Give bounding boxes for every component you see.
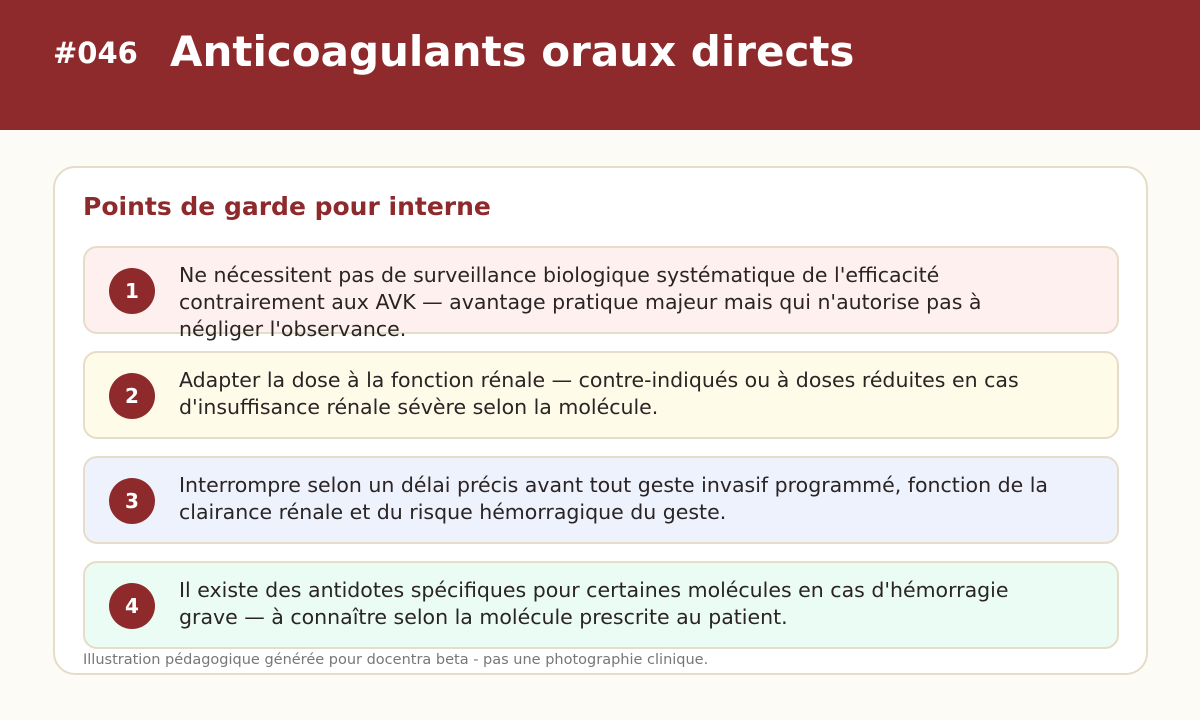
point-number-badge: 2: [109, 373, 155, 419]
point-item-1: [83, 246, 1119, 341]
header-banner: [0, 0, 1200, 130]
point-item-3: [83, 456, 1119, 544]
point-text: Ne nécessitent pas de surveillance biologique systématique de l'efficacité contrairement aux AVK — avantage pratique majeur mais qui n'autorise pas à négliger l'observance.: [179, 263, 982, 341]
point-item-4: [83, 561, 1119, 649]
points-card: [53, 166, 1148, 675]
point-number-badge: 1: [109, 268, 155, 314]
point-number-badge: 3: [109, 478, 155, 524]
page-title: Anticoagulants oraux directs: [170, 27, 855, 76]
point-text: Il existe des antidotes spécifiques pour certaines molécules en cas d'hémorragie grave — à connaître selon la molécule prescrite au patient.: [179, 578, 1009, 629]
card-number: #046: [53, 36, 138, 70]
point-number-badge: 4: [109, 583, 155, 629]
card-title: Points de garde pour interne: [83, 192, 491, 221]
point-text: Interrompre selon un délai précis avant tout geste invasif programmé, fonction de la clairance rénale et du risque hémorragique du geste.: [179, 473, 1048, 524]
point-text: Adapter la dose à la fonction rénale — contre-indiqués ou à doses réduites en cas d'insuffisance rénale sévère selon la molécule.: [179, 368, 1019, 419]
disclaimer-note: Illustration pédagogique générée pour docentra beta - pas une photographie clinique.: [83, 652, 709, 668]
point-item-2: [83, 351, 1119, 439]
